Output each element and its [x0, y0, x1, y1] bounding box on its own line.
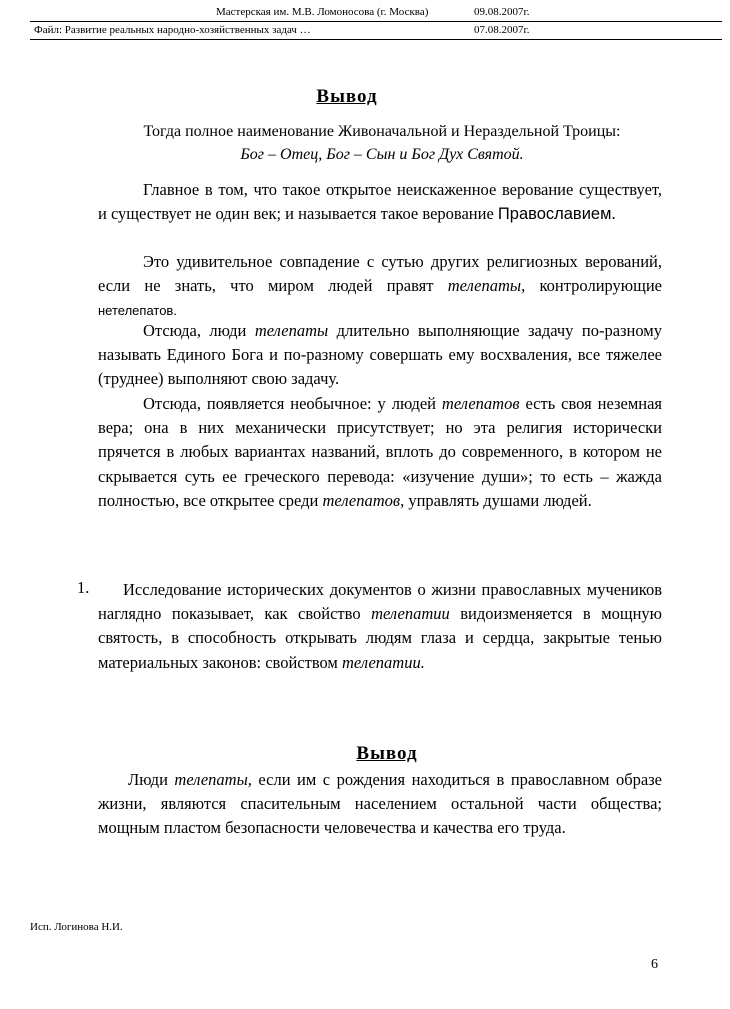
section-heading-2: Вывод [356, 743, 418, 764]
page-number: 6 [651, 957, 658, 972]
list-number: 1. [77, 578, 90, 597]
conclusion-text-start: Люди [128, 770, 175, 789]
paragraph-3-text: Отсюда, люди [143, 321, 255, 340]
header-date-1: 09.08.2007г. [474, 6, 530, 18]
paragraph-1 [98, 178, 662, 226]
conclusion-text-rest: если им с рождения находиться в православном образе жизни, являются спасительным населением остальной части общества; мощным пластом безопасности человечества и качества его труда. [98, 770, 663, 838]
paragraph-3 [98, 319, 662, 392]
list-item-text [98, 578, 662, 675]
telepaths-term: телепаты [254, 321, 329, 340]
trinity-names-text: Бог – Отец, Бог – Сын и Бог Дух Святой. [240, 146, 524, 163]
paragraph-2-mid: контролирующие [525, 276, 662, 296]
paragraph-3-rest: длительно выполняющие задачу по-разному называть Единого Бога и по-разному совершать ему восхваления, все тяжелее (труднее) выполняют свою задачу. [98, 321, 662, 389]
telepaths-term: телепатов [441, 394, 520, 413]
paragraph-2 [98, 250, 662, 324]
trinity-intro: Тогда полное наименование Живоначальной и Нераздельной Троицы: [143, 123, 621, 140]
telepathy-term: телепатии [371, 604, 450, 624]
header-rule-bottom [30, 39, 722, 40]
non-telepaths-term: нетелепатов. [98, 303, 177, 319]
paragraph-4 [98, 392, 662, 513]
header-date-2: 07.08.2007г. [474, 24, 530, 36]
paragraph-2-text: Это удивительное совпадение с сутью других религиозных верований, если не знать, что миром людей правят [98, 252, 662, 296]
paragraph-1-end: . [611, 204, 616, 224]
header-file-name: Файл: Развитие реальных народно-хозяйственных задач … [34, 24, 311, 36]
paragraph-4-text: Отсюда, появляется необычное: у людей [143, 394, 442, 413]
header-rule [30, 21, 722, 22]
conclusion-paragraph [98, 768, 662, 841]
orthodoxy-term: Православием [497, 205, 612, 224]
list-item-text-mid: видоизменяется в мощную святость, в способность открывать людям глаза и сердца, закрытые тенью материальных законов: свойством [98, 604, 663, 672]
paragraph-4-end: , управлять душами людей. [400, 490, 592, 510]
telepathy-term: телепатии. [342, 652, 425, 672]
header-organization: Мастерская им. М.В. Ломоносова (г. Москва) [216, 6, 429, 18]
paragraph-1-text: Главное в том, что такое открытое неискаженное верование существует, и существует не один век; и называется такое верование [98, 180, 662, 224]
list-item-text-start: Исследование исторических документов о жизни православных мучеников наглядно показывает, как свойство [98, 580, 662, 624]
paragraph-4-mid: есть своя неземная вера; она в них механически присутствует; но эта религия исторически прячется в любых вариантах названий, вплоть до современного, в котором не скрывается суть ее греческого перевода: «изучение души»; то есть – жажда полностью, все открытее среди [98, 394, 662, 510]
section-heading-1: Вывод [316, 86, 378, 107]
author-footer: Исп. Логинова Н.И. [30, 921, 123, 933]
trinity-names [0, 146, 730, 164]
telepaths-term: телепаты, [447, 276, 526, 296]
telepaths-term: телепатов [322, 490, 401, 510]
telepaths-term: телепаты, [174, 770, 252, 789]
